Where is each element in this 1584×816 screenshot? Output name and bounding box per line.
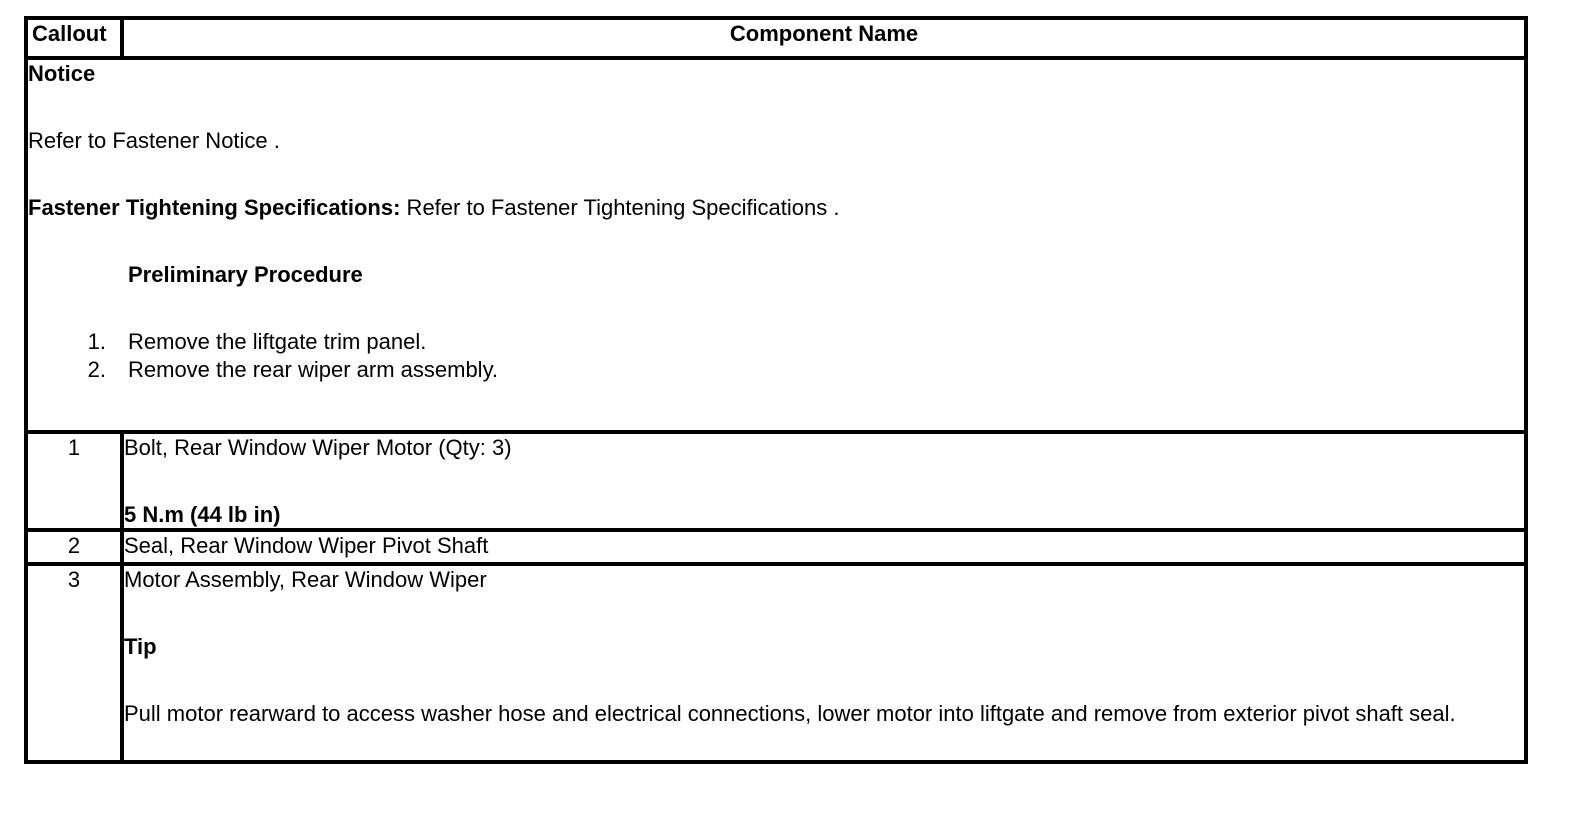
component-name: Seal, Rear Window Wiper Pivot Shaft xyxy=(124,533,489,558)
tightening-spec-text: Refer to Fastener Tightening Specifications . xyxy=(400,195,840,220)
preliminary-steps-list xyxy=(28,328,1524,384)
table-row xyxy=(26,432,1526,530)
step-text: Remove the liftgate trim panel. xyxy=(128,329,427,354)
callout-number: 2 xyxy=(26,530,122,564)
preliminary-procedure-title: Preliminary Procedure xyxy=(128,262,363,287)
component-cell xyxy=(122,564,1526,762)
header-row xyxy=(26,18,1526,58)
component-cell xyxy=(122,530,1526,564)
notice-row xyxy=(26,58,1526,432)
step-number: 1. xyxy=(87,329,106,354)
notice-title: Notice xyxy=(28,61,96,86)
table-row xyxy=(26,530,1526,564)
component-table xyxy=(24,16,1528,764)
step-number: 2. xyxy=(87,357,106,382)
list-item xyxy=(28,328,1524,356)
fastener-notice-text: Refer to Fastener Notice . xyxy=(28,128,280,153)
callout-number: 1 xyxy=(26,432,122,530)
tightening-spec-label: Fastener Tightening Specifications: xyxy=(28,195,401,220)
callout-number: 3 xyxy=(26,564,122,762)
callout-header: Callout xyxy=(26,18,122,58)
tip-title: Tip xyxy=(124,634,157,659)
component-table-sheet xyxy=(24,16,1524,807)
component-cell xyxy=(122,432,1526,530)
table-row xyxy=(26,564,1526,762)
component-name-header: Component Name xyxy=(122,18,1526,58)
component-name: Motor Assembly, Rear Window Wiper xyxy=(124,567,487,592)
tip-text: Pull motor rearward to access washer hose and electrical connections, lower motor into liftgate and remove from exterior pivot shaft seal. xyxy=(124,701,1456,726)
torque-spec: 5 N.m (44 lb in) xyxy=(124,502,281,527)
component-name: Bolt, Rear Window Wiper Motor (Qty: 3) xyxy=(124,435,512,460)
step-text: Remove the rear wiper arm assembly. xyxy=(128,357,499,382)
fastener-notice-reference xyxy=(28,127,1524,154)
list-item xyxy=(28,356,1524,384)
tightening-spec-reference xyxy=(28,194,1524,221)
notice-cell xyxy=(26,58,1526,432)
